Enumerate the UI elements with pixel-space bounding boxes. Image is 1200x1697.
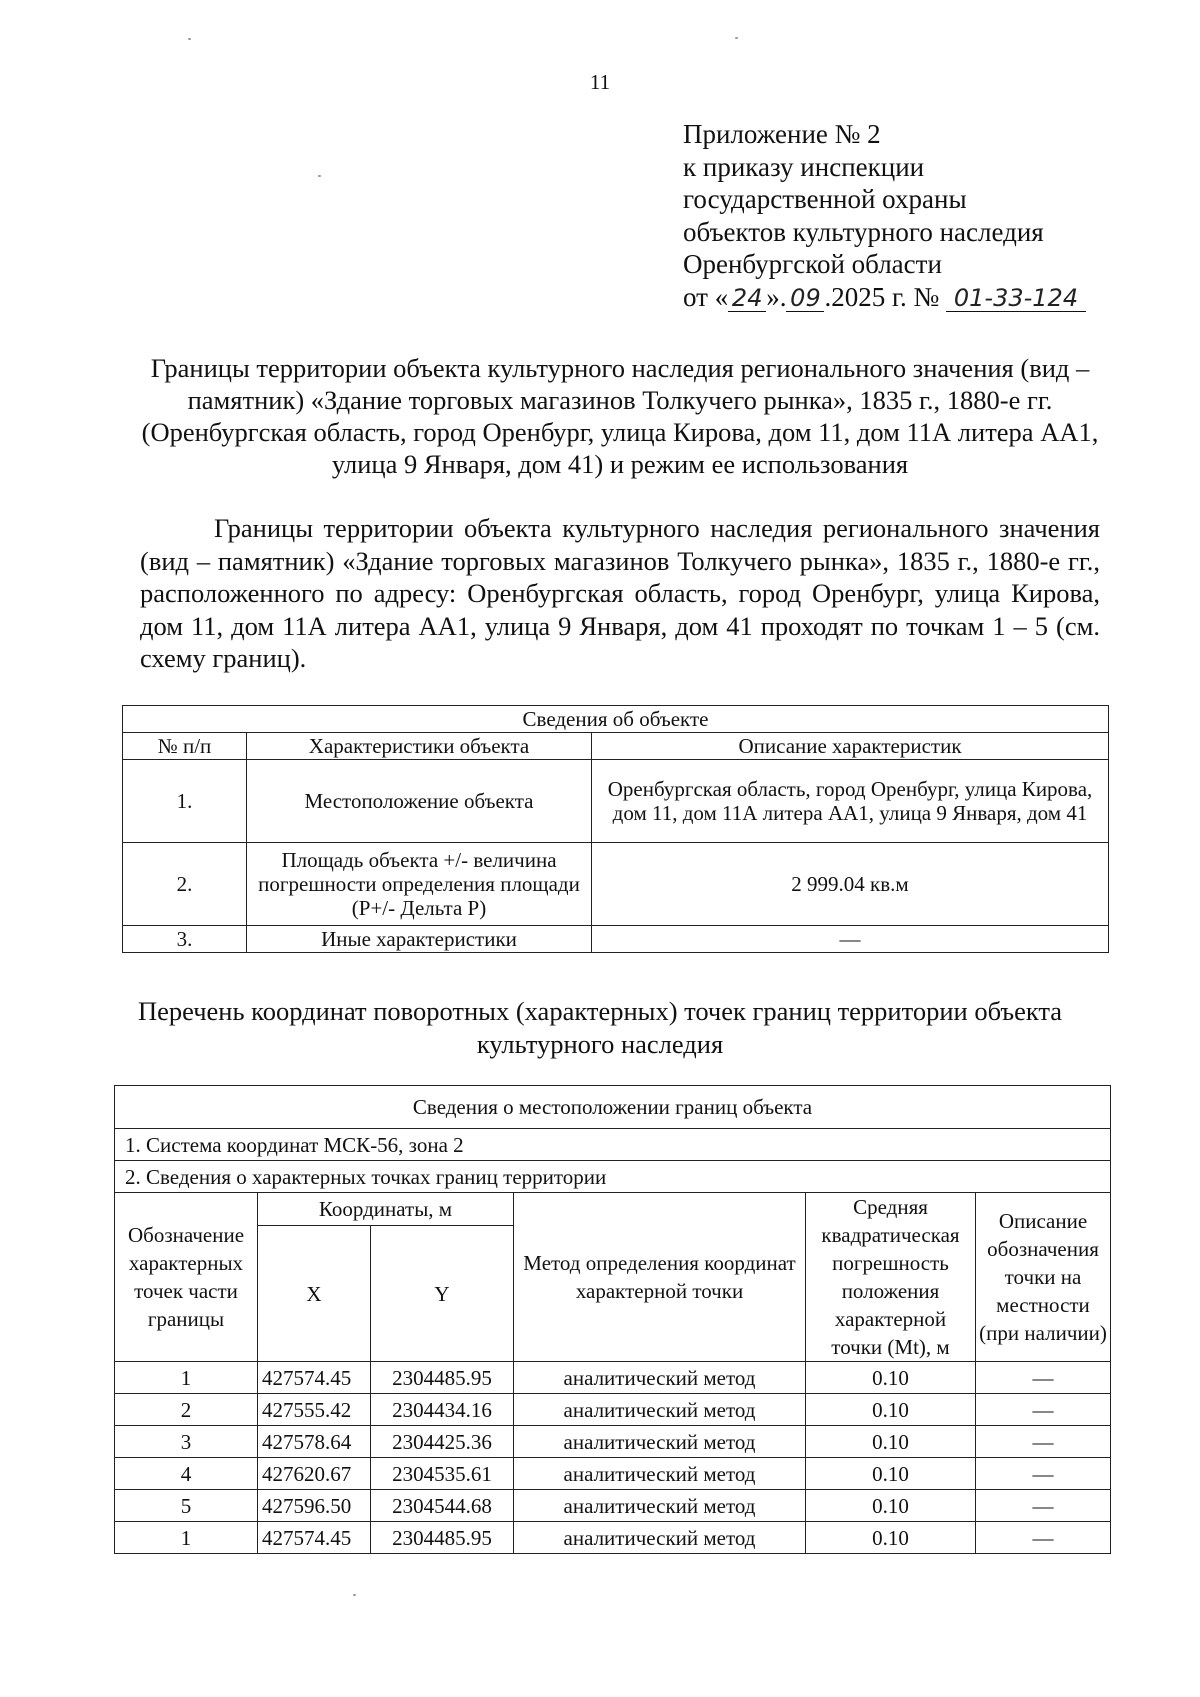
table-cell: 2304485.95 [371,1522,514,1554]
object-info-table [122,705,1109,953]
appendix-line: к приказу инспекции [683,151,925,182]
table-cell: — [976,1490,1111,1522]
column-header: Описание характеристик [592,733,1109,760]
table-cell: 2 [115,1394,258,1426]
table-cell: 2304425.36 [371,1426,514,1458]
points-info: 2. Сведения о характерных точках границ территории [115,1161,1111,1193]
page-number: 11 [589,70,611,94]
table-cell: 427555.42 [258,1394,371,1426]
table-header-row [123,733,1109,760]
table-cell: — [592,926,1109,953]
column-header-method: Метод определения координат характерной точки [514,1193,806,1362]
table-row [115,1522,1111,1554]
appendix-block [683,118,1086,313]
column-header-x: X [258,1226,371,1362]
appendix-line: Приложение № 2 [683,119,881,149]
table-cell: 2304535.61 [371,1458,514,1490]
table-row [115,1426,1111,1458]
table-cell: 2 999.04 кв.м [592,843,1109,926]
appendix-line: государственной охраны [683,184,967,214]
table-header-row [115,1193,1111,1226]
scan-speck [318,175,321,177]
date-suffix: .2025 г. № [824,281,940,312]
table-cell: Местоположение объекта [247,760,592,843]
table-cell: 427574.45 [258,1362,371,1394]
table-row [115,1458,1111,1490]
table-cell: 427596.50 [258,1490,371,1522]
table-cell: 2304485.95 [371,1362,514,1394]
object-table-caption: Сведения об объекте [123,706,1109,733]
table-cell: 3. [123,926,247,953]
table-cell: — [976,1426,1111,1458]
column-header-point: Обозначение характерных точек части границы [115,1193,258,1362]
table-cell: 427620.67 [258,1458,371,1490]
table-cell: 427578.64 [258,1426,371,1458]
table-cell: 4 [115,1458,258,1490]
document-title: Границы территории объекта культурного наследия регионального значения (вид – памятник) «Здание торговых магазинов Толкучего рынка», 1835 г., 1880-е гг. (Оренбургская область, город Оренбург, улица Кирова, дом 11, дом 11А литера АА1, улица 9 Января, дом 41) и режим ее использования [141,353,1099,479]
boundary-paragraph: Границы территории объекта культурного наследия регионального значения (вид – памятник) «Здание торговых магазинов Толкучего рынка», 1835 г., 1880-е гг., расположенного по адресу: Оренбургская область, город Оренбург, улица Кирова, дом 11, дом 11А литера АА1, улица 9 Января, дом 41 проходят по точкам 1 – 5 (см. схему границ). [140,513,1100,673]
table-cell: 427574.45 [258,1522,371,1554]
table-cell: 0.10 [806,1458,976,1490]
column-header-coords: Координаты, м [258,1193,514,1226]
table-cell: аналитический метод [514,1522,806,1554]
table-cell: аналитический метод [514,1458,806,1490]
table-row [115,1362,1111,1394]
points-info-row [115,1161,1111,1193]
scan-speck [353,1594,356,1596]
table-row [115,1394,1111,1426]
table-cell: — [976,1458,1111,1490]
coordinate-system: 1. Система координат МСК-56, зона 2 [115,1129,1111,1161]
table-cell: 3 [115,1426,258,1458]
coordinate-system-row [115,1129,1111,1161]
column-header: № п/п [123,733,247,760]
coordinates-heading: Перечень координат поворотных (характерных) точек границ территории объекта культурного наследия [137,996,1063,1059]
column-header-description: Описание обозначения точки на местности (при наличии) [976,1193,1111,1362]
table-cell: — [976,1362,1111,1394]
table-row [115,1490,1111,1522]
table-cell: аналитический метод [514,1490,806,1522]
table-caption-row [123,706,1109,733]
table-cell: 0.10 [806,1490,976,1522]
table-cell: 0.10 [806,1522,976,1554]
table-cell: 2. [123,843,247,926]
handwritten-day: 24 [728,285,766,312]
table-row [123,843,1109,926]
handwritten-month: 09 [786,285,824,312]
table-row [123,926,1109,953]
date-mid: ». [766,281,787,312]
table-cell: 0.10 [806,1362,976,1394]
table-cell: Площадь объекта +/- величина погрешности определения площади (P+/- Дельта P) [247,843,592,926]
table-cell: 0.10 [806,1426,976,1458]
table-cell: 2304434.16 [371,1394,514,1426]
table-cell: 1. [123,760,247,843]
appendix-line: Оренбургской области [683,249,942,279]
table-cell: — [976,1522,1111,1554]
table-cell: 2304544.68 [371,1490,514,1522]
table-cell: Оренбургская область, город Оренбург, улица Кирова, дом 11, дом 11А литера АА1, улица 9 Января, дом 41 [592,760,1109,843]
appendix-line: объектов культурного наследия [683,216,1044,247]
table-cell: — [976,1394,1111,1426]
scan-speck [735,37,738,39]
coordinates-table [114,1085,1111,1554]
table-cell: аналитический метод [514,1394,806,1426]
coordinates-table-caption: Сведения о местоположении границ объекта [115,1086,1111,1129]
order-date-line [683,281,1086,314]
scan-speck [188,38,191,40]
table-cell: 5 [115,1490,258,1522]
column-header-accuracy: Средняя квадратическая погрешность положения характерной точки (Mt), м [806,1193,976,1362]
table-cell: 1 [115,1362,258,1394]
column-header-y: Y [371,1226,514,1362]
date-prefix: от « [683,281,729,312]
table-caption-row [115,1086,1111,1129]
table-row [123,760,1109,843]
table-cell: 1 [115,1522,258,1554]
table-cell: аналитический метод [514,1362,806,1394]
handwritten-order-number: 01-33-124 [946,285,1086,312]
table-cell: аналитический метод [514,1426,806,1458]
table-cell: 0.10 [806,1394,976,1426]
column-header: Характеристики объекта [247,733,592,760]
table-cell: Иные характеристики [247,926,592,953]
